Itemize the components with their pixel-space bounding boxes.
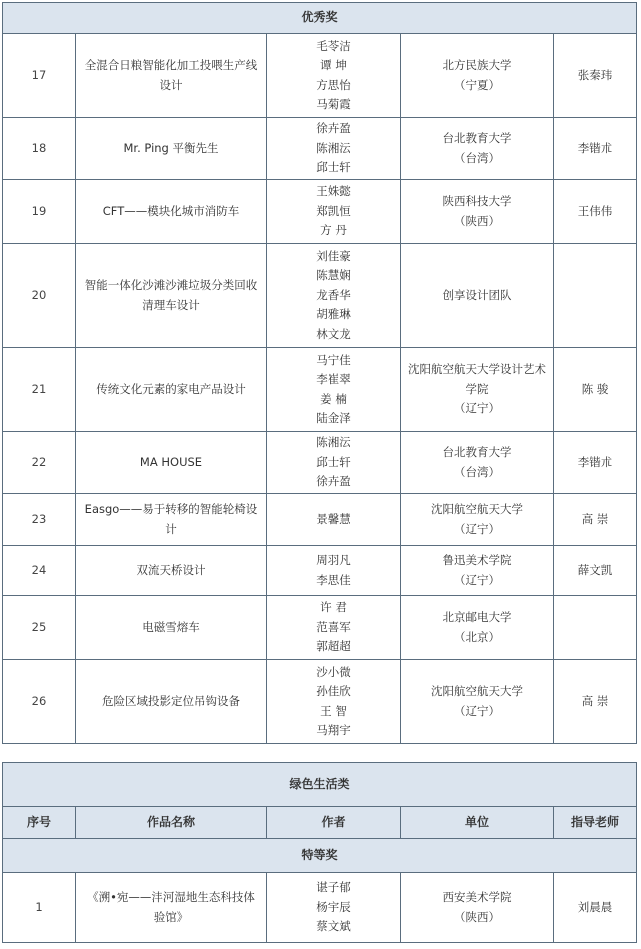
table-gap xyxy=(2,744,636,762)
unit-cell xyxy=(401,34,554,118)
green-life-table xyxy=(2,762,637,943)
unit-line: 沈阳航空航天大学 xyxy=(431,502,523,516)
author-name: 马宁佳 xyxy=(316,352,351,367)
author-name: 李思佳 xyxy=(316,572,351,587)
col-header-authors: 作者 xyxy=(267,807,401,839)
author-name: 沙小微 xyxy=(316,664,351,679)
unit-line: （台湾） xyxy=(454,464,500,479)
authors-cell xyxy=(267,348,401,432)
row-number: 18 xyxy=(3,118,76,180)
author-name: 王 智 xyxy=(320,703,347,718)
authors-cell xyxy=(267,494,401,546)
author-name: 孙佳欣 xyxy=(316,684,351,698)
authors-cell xyxy=(267,873,401,943)
author-name: 周羽凡 xyxy=(316,553,351,567)
advisor-name: 高 崇 xyxy=(554,494,637,546)
category-header-row xyxy=(3,763,637,807)
row-number: 20 xyxy=(3,244,76,348)
advisor-name: 刘晨晨 xyxy=(554,873,637,943)
advisor-name xyxy=(554,244,637,348)
unit-line: 陕西科技大学 xyxy=(442,194,512,208)
row-number: 26 xyxy=(3,660,76,744)
col-header-work: 作品名称 xyxy=(76,807,267,839)
section-header-row xyxy=(3,3,637,34)
col-header-advisor: 指导老师 xyxy=(554,807,637,839)
row-number: 23 xyxy=(3,494,76,546)
author-name: 方 丹 xyxy=(320,223,347,238)
author-name: 陈湘沄 xyxy=(316,435,351,450)
row-number: 17 xyxy=(3,34,76,118)
col-header-no: 序号 xyxy=(3,807,76,839)
author-name: 李崔翠 xyxy=(316,372,351,386)
author-name: 杨宇辰 xyxy=(316,899,351,914)
author-name: 徐卉盈 xyxy=(316,121,351,136)
excellence-award-table xyxy=(2,2,637,744)
table-row xyxy=(3,546,637,596)
unit-cell xyxy=(401,118,554,180)
author-name: 邱士轩 xyxy=(316,160,351,175)
advisor-name: 李锴朮 xyxy=(554,432,637,494)
author-name: 徐卉盈 xyxy=(316,474,351,489)
unit-cell xyxy=(401,873,554,943)
author-name: 胡雅琳 xyxy=(316,307,351,322)
table-row xyxy=(3,596,637,660)
work-title: 全混合日粮智能化加工投喂生产线设计 xyxy=(76,34,267,118)
category-title: 绿色生活类 xyxy=(3,763,637,807)
author-name: 蔡文斌 xyxy=(316,919,351,934)
authors-cell xyxy=(267,34,401,118)
row-number: 22 xyxy=(3,432,76,494)
unit-cell xyxy=(401,660,554,744)
row-number: 19 xyxy=(3,180,76,244)
advisor-name: 高 崇 xyxy=(554,660,637,744)
work-title: Easgo——易于转移的智能轮椅设计 xyxy=(76,494,267,546)
table-row xyxy=(3,873,637,943)
work-title: 智能一体化沙滩沙滩垃圾分类回收清理车设计 xyxy=(76,244,267,348)
unit-cell xyxy=(401,180,554,244)
author-name: 郭超超 xyxy=(316,639,351,654)
unit-line: （宁夏） xyxy=(454,77,500,92)
author-name: 陈慧娴 xyxy=(316,268,351,283)
author-name: 刘佳豪 xyxy=(316,248,351,263)
table-row xyxy=(3,432,637,494)
advisor-name: 薛文凯 xyxy=(554,546,637,596)
advisor-name: 李锴朮 xyxy=(554,118,637,180)
unit-line: 沈阳航空航天大学 xyxy=(431,684,523,698)
section-title: 优秀奖 xyxy=(3,3,637,34)
authors-cell xyxy=(267,244,401,348)
unit-line: （陕西） xyxy=(454,909,500,924)
author-name: 陈湘沄 xyxy=(316,140,351,155)
advisor-name: 张秦玮 xyxy=(554,34,637,118)
col-header-unit: 单位 xyxy=(401,807,554,839)
authors-cell xyxy=(267,546,401,596)
author-name: 邱士轩 xyxy=(316,454,351,469)
unit-line: （辽宁） xyxy=(454,572,500,587)
authors-cell xyxy=(267,660,401,744)
work-title: 双流天桥设计 xyxy=(76,546,267,596)
row-number: 25 xyxy=(3,596,76,660)
author-name: 马翔宇 xyxy=(316,723,351,737)
table-row xyxy=(3,244,637,348)
authors-cell xyxy=(267,118,401,180)
author-name: 王姝懿 xyxy=(316,184,351,199)
unit-line: 台北教育大学 xyxy=(442,445,512,459)
unit-line: 西安美术学院 xyxy=(442,890,512,904)
row-number: 1 xyxy=(3,873,76,943)
unit-line: 鲁迅美术学院 xyxy=(442,553,512,567)
unit-cell xyxy=(401,494,554,546)
unit-line: 沈阳航空航天大学设计艺术学院 xyxy=(408,362,546,396)
author-name: 郑凯恒 xyxy=(316,203,351,218)
row-number: 21 xyxy=(3,348,76,432)
table-row xyxy=(3,660,637,744)
author-name: 毛苓洁 xyxy=(316,38,351,53)
row-number: 24 xyxy=(3,546,76,596)
author-name: 马菊霞 xyxy=(316,97,351,111)
section-title: 特等奖 xyxy=(3,839,637,873)
author-name: 许 君 xyxy=(320,600,347,615)
unit-cell xyxy=(401,348,554,432)
work-title: CFT——模块化城市消防车 xyxy=(76,180,267,244)
author-name: 谌子郁 xyxy=(316,880,351,895)
author-name: 范喜军 xyxy=(316,619,351,634)
unit-line: （北京） xyxy=(454,629,500,644)
work-title: Mr. Ping 平衡先生 xyxy=(76,118,267,180)
advisor-name: 陈 骏 xyxy=(554,348,637,432)
unit-line: （台湾） xyxy=(454,150,500,165)
unit-line: （辽宁） xyxy=(454,703,500,718)
unit-line: 北方民族大学 xyxy=(442,58,512,72)
author-name: 林文龙 xyxy=(316,326,351,341)
section-header-row xyxy=(3,839,637,873)
unit-line: 创享设计团队 xyxy=(442,287,512,302)
table-row xyxy=(3,494,637,546)
authors-cell xyxy=(267,180,401,244)
advisor-name xyxy=(554,596,637,660)
table-row xyxy=(3,348,637,432)
work-title: 电磁雪熔车 xyxy=(76,596,267,660)
work-title: MA HOUSE xyxy=(76,432,267,494)
authors-cell xyxy=(267,596,401,660)
unit-line: （辽宁） xyxy=(454,521,500,536)
unit-cell xyxy=(401,244,554,348)
table-row xyxy=(3,34,637,118)
advisor-name: 王伟伟 xyxy=(554,180,637,244)
authors-cell xyxy=(267,432,401,494)
author-name: 方思怡 xyxy=(316,77,351,92)
author-name: 陆金泽 xyxy=(316,411,351,425)
table-row xyxy=(3,180,637,244)
work-title: 危险区域投影定位吊钩设备 xyxy=(76,660,267,744)
work-title: 传统文化元素的家电产品设计 xyxy=(76,348,267,432)
unit-line: （陕西） xyxy=(454,213,500,228)
unit-cell xyxy=(401,432,554,494)
work-title: 《溯•宛——沣河湿地生态科技体验馆》 xyxy=(76,873,267,943)
unit-line: （辽宁） xyxy=(454,401,500,416)
unit-line: 台北教育大学 xyxy=(442,131,512,145)
column-header-row xyxy=(3,807,637,839)
author-name: 姜 楠 xyxy=(320,391,347,406)
table-row xyxy=(3,118,637,180)
unit-cell xyxy=(401,546,554,596)
unit-line: 北京邮电大学 xyxy=(442,610,512,624)
unit-cell xyxy=(401,596,554,660)
author-name: 谭 坤 xyxy=(320,58,347,72)
author-name: 龙香华 xyxy=(316,287,351,302)
author-name: 景馨慧 xyxy=(316,511,351,526)
